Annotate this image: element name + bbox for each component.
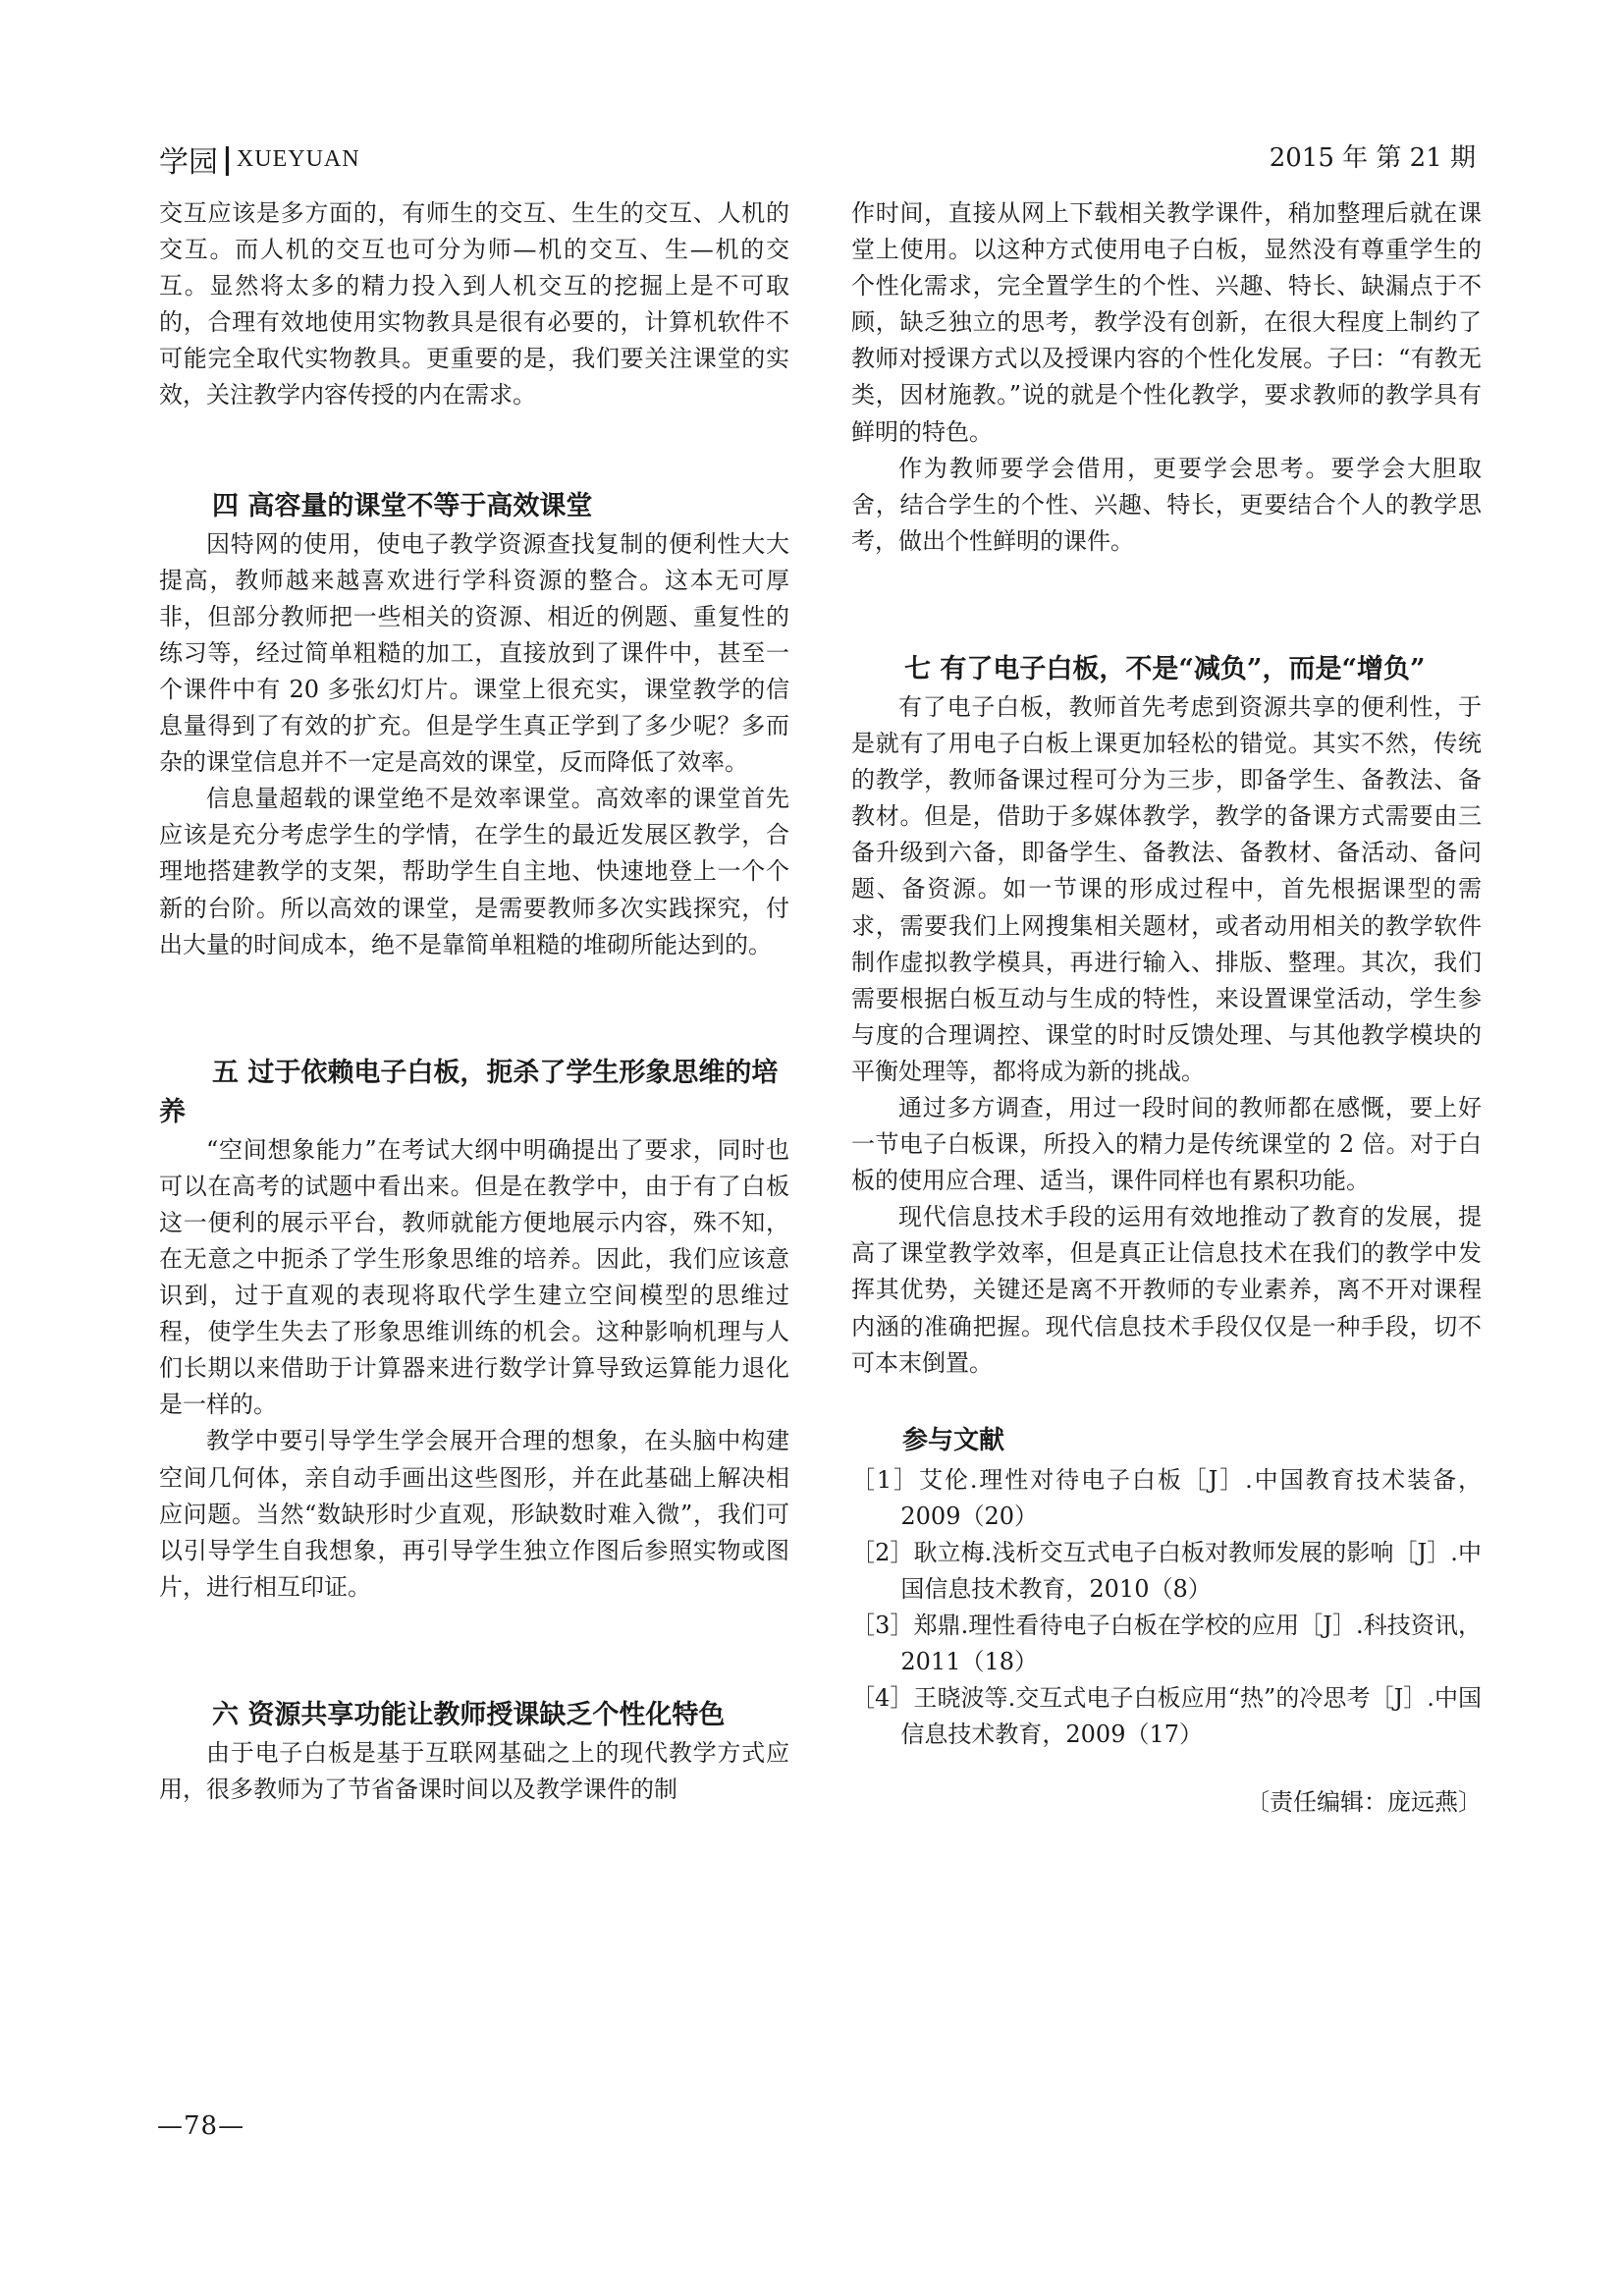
paragraph: 有了电子白板，教师首先考虑到资源共享的便利性，于是就有了用电子白板上课更加轻松的错觉。其实不然，传统的教学，教师备课过程可分为三步，即备学生、备教法、备教材。但是，借助于多媒体教学，教学的备课方式需要由三备升级到六备，即备学生、备教法、备教材、备活动、备问题、备资源。如一节课的形成过程中，首先根据课型的需求，需要我们上网搜集相关题材，或者动用相关的教学软件制作虚拟教学模具，再进行输入、排版、整理。其次，我们需要根据白板互动与生成的特性，来设置课堂活动，学生参与度的合理调控、课堂的时时反馈处理、与其他教学模块的平衡处理等，都将成为新的挑战。 [851, 692, 1482, 1085]
right-column [851, 195, 1482, 1821]
references-heading: 参与文献 [902, 1425, 1005, 1455]
paragraph: 教学中要引导学生学会展开合理的想象，在头脑中构建空间几何体，亲自动手画出这些图形，并在此基础上解决相应问题。当然“数缺形时少直观，形缺数时难入微”，我们可以引导学生自我想象，再引导学生独立作图后参照实物或图片，进行相互印证。 [159, 1427, 789, 1601]
journal-name-latin: XUEYUAN [236, 145, 360, 172]
paragraph: 现代信息技术手段的运用有效地推动了教育的发展，提高了课堂教学效率，但是真正让信息技术在我们的教学中发挥其优势，关键还是离不开教师的专业素养，离不开对课程内涵的准确把握。现代信息技术手段仅仅是一种手段，切不可本末倒置。 [851, 1203, 1482, 1377]
left-column [159, 195, 789, 1808]
running-header-left [159, 137, 360, 181]
paragraph: 由于电子白板是基于互联网基础之上的现代教学方式应用，很多教师为了节省备课时间以及教学课件的制 [159, 1738, 789, 1803]
reference-item: ［4］王晓波等.交互式电子白板应用“热”的冷思考［J］.中国信息技术教育，2009（17） [851, 1683, 1482, 1748]
journal-name: 学园 [159, 145, 218, 180]
reference-item: ［3］郑鼎.理性看待电子白板在学校的应用［J］.科技资讯，2011（18） [851, 1611, 1482, 1675]
section-heading: 七 有了电子白板，不是“减负”，而是“增负” [904, 653, 1426, 684]
issue-label: 2015 年 第 21 期 [1269, 143, 1476, 173]
paragraph: 交互应该是多方面的，有师生的交互、生生的交互、人机的交互。而人机的交互也可分为师—机的交互、生—机的交互。显然将太多的精力投入到人机交互的挖掘上是不可取的，合理有效地使用实物教具是很有必要的，计算机软件不可能完全取代实物教具。更重要的是，我们要关注课堂的实效，关注教学内容传授的内在需求。 [159, 199, 789, 410]
paragraph: 因特网的使用，使电子教学资源查找复制的便利性大大提高，教师越来越喜欢进行学科资源的整合。这本无可厚非，但部分教师把一些相关的资源、相近的例题、重复性的练习等，经过简单粗糙的加工，直接放到了课件中，甚至一个课件中有 20 多张幻灯片。课堂上很充实，课堂教学的信息量得到了有效的扩充。但是学生真正学到了多少呢？多而杂的课堂信息并不一定是高效的课堂，反而降低了效率。 [159, 529, 789, 777]
responsible-editor: 〔责任编辑：庞远燕〕 [1246, 1787, 1482, 1816]
paragraph: 作为教师要学会借用，更要学会思考。要学会大胆取舍，结合学生的个性、兴趣、特长，更要结合个人的教学思考，做出个性鲜明的课件。 [851, 454, 1482, 555]
paragraph: 通过多方调查，用过一段时间的教师都在感慨，要上好一节电子白板课，所投入的精力是传统课堂的 2 倍。对于白板的使用应合理、适当，课件同样也有累积功能。 [851, 1093, 1482, 1195]
reference-item: ［1］艾伦.理性对待电子白板［J］.中国教育技术装备，2009（20） [851, 1465, 1482, 1530]
section-heading: 六 资源共享功能让教师授课缺乏个性化特色 [212, 1699, 726, 1730]
reference-item: ［2］耿立梅.浅析交互式电子白板对教师发展的影响［J］.中国信息技术教育，2010（8） [851, 1538, 1482, 1603]
section-heading: 四 高容量的课堂不等于高效课堂 [212, 490, 593, 521]
header-separator: | [222, 141, 233, 177]
paragraph: “空间想象能力”在考试大纲中明确提出了要求，同时也可以在高考的试题中看出来。但是在教学中，由于有了白板这一便利的展示平台，教师就能方便地展示内容，殊不知，在无意之中扼杀了学生形象思维的培养。因此，我们应该意识到，过于直观的表现将取代学生建立空间模型的思维过程，使学生失去了形象思维训练的机会。这种影响机理与人们长期以来借助于计算器来进行数学计算导致运算能力退化是一样的。 [159, 1135, 789, 1419]
paragraph: 作时间，直接从网上下载相关教学课件，稍加整理后就在课堂上使用。以这种方式使用电子白板，显然没有尊重学生的个性化需求，完全置学生的个性、兴趣、特长、缺漏点于不顾，缺乏独立的思考，教学没有创新，在很大程度上制约了教师对授课方式以及授课内容的个性化发展。子曰：“有教无类，因材施教。”说的就是个性化教学，要求教师的教学具有鲜明的特色。 [851, 199, 1482, 446]
paragraph: 信息量超载的课堂绝不是效率课堂。高效率的课堂首先应该是充分考虑学生的学情，在学生的最近发展区教学，合理地搭建教学的支架，帮助学生自主地、快速地登上一个个新的台阶。所以高效的课堂，是需要教师多次实践探究，付出大量的时间成本，绝不是靠简单粗糙的堆砌所能达到的。 [159, 785, 789, 958]
section-heading: 五 过于依赖电子白板，扼杀了学生形象思维的培养 [159, 1057, 779, 1127]
page-number: —78— [157, 2111, 245, 2141]
